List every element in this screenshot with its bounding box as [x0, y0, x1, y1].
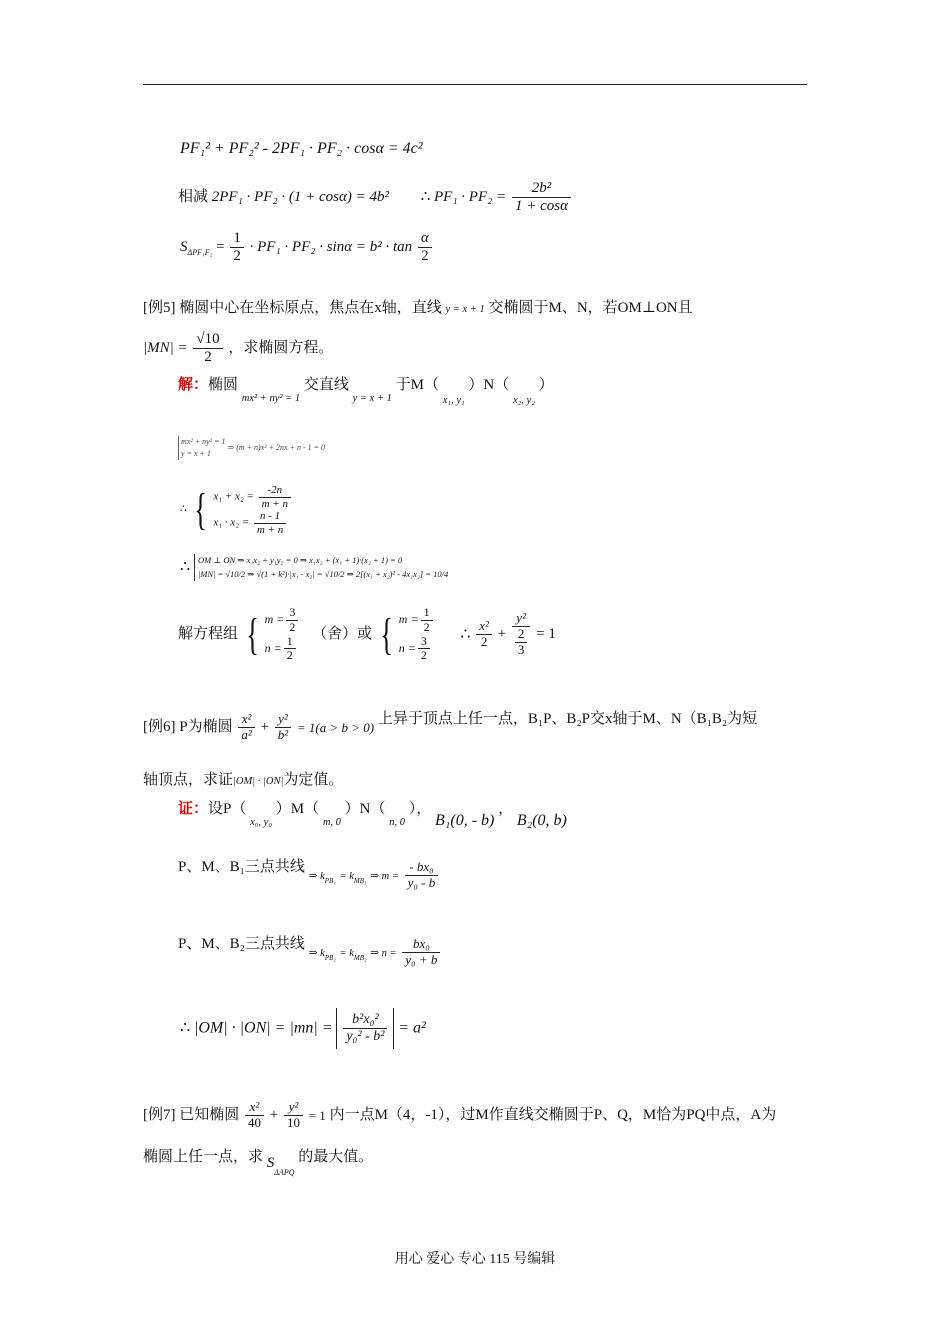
point-b2: B₂(0, b) [516, 812, 567, 829]
page-footer: 用心 爱心 专心 115 号编辑 [394, 1252, 556, 1267]
fraction-numerator: bx₀ [402, 937, 440, 953]
fraction-numerator: x² [245, 1100, 264, 1116]
product-lhs: |OM| · |ON| = |mn| = [193, 1019, 333, 1037]
fraction-denominator: 2 [289, 619, 296, 634]
fraction-numerator: -2n [259, 484, 291, 498]
fraction-denominator: y₀ - b [407, 874, 436, 890]
line-equation: y = x + 1 [445, 304, 485, 315]
fraction-numerator: y² [275, 712, 291, 728]
fraction-numerator: n - 1 [254, 510, 286, 524]
n-value [418, 635, 430, 664]
fraction-denominator: 2 [204, 349, 212, 366]
left-brace: { [380, 609, 393, 659]
ellipse-equation: mx² + ny² = 1 [241, 393, 301, 404]
point-b1: B₁(0, - b) [435, 812, 495, 829]
subtract-label: 相减 [178, 189, 209, 206]
cosine-law-line: PF₁² + PF₂² - 2PF₁ · PF₂ · cosα = 4c² [180, 140, 423, 157]
proof-label: 证： [178, 801, 209, 817]
answer-x-fraction [476, 619, 492, 650]
n-fraction [402, 937, 440, 968]
n-label: n = [398, 640, 416, 655]
fraction-denominator: 2 [286, 648, 293, 663]
fraction-denominator [512, 627, 531, 658]
fraction-numerator: 2b² [512, 180, 571, 198]
ellipse-condition: = 1(a > b > 0) [296, 719, 375, 735]
tiny-system-lines [178, 436, 225, 460]
fraction-numerator: 1 [284, 635, 296, 650]
point-m: x₁, y₁ [442, 395, 465, 406]
sum-lhs: x₁ + x₂ = [213, 490, 254, 503]
therefore-symbol: ∴ [180, 558, 191, 576]
tiny-eq2: y = x + 1 [181, 449, 211, 458]
slope-subscript: PB₁ [324, 876, 336, 885]
example6-line2 [143, 773, 343, 788]
product-fraction [254, 510, 286, 536]
fraction-numerator: α [418, 230, 432, 248]
sum-fraction [259, 484, 291, 510]
condition-system [180, 554, 448, 581]
fraction-denominator: 2 [421, 248, 429, 265]
therefore-symbol: ∴ [180, 504, 187, 516]
solution-text: ）N（ [468, 377, 510, 393]
solution-text: 椭圆 [208, 377, 239, 393]
m-value [286, 606, 298, 635]
m-label: m = [398, 612, 419, 627]
ellipse-x-fraction [238, 712, 254, 743]
vieta-system [180, 484, 293, 537]
product-fraction [512, 180, 571, 216]
therefore-symbol: ∴ [420, 189, 431, 206]
example6-text: [例6] P为椭圆 [143, 718, 233, 735]
example7-text: 椭圆上任一点，求 [143, 1149, 264, 1165]
fraction-numerator: b²x₀² [343, 1012, 387, 1029]
fraction-denominator: b² [277, 726, 289, 742]
example6-text: 为定值。 [283, 772, 344, 788]
n-value [284, 635, 296, 664]
condition-lines [194, 554, 448, 581]
product-lhs: x₁ · x₂ = [213, 516, 250, 529]
product-result [180, 1008, 426, 1049]
example5-text-rest: 交椭圆于M、N，若OM⊥ON且 [488, 300, 693, 316]
example7-text: 的最大值。 [298, 1149, 374, 1165]
result-rhs: = a² [398, 1019, 426, 1037]
collinear-label: P、M、B₁三点共线 [178, 859, 305, 875]
tiny-result: ⇒ (m + n)x² + 2nx + n - 1 = 0 [227, 442, 326, 452]
example7-text: [例7] 已知椭圆 [143, 1106, 240, 1123]
ellipse-y-fraction [275, 712, 291, 743]
example5-solution-intro [178, 377, 554, 406]
fraction-denominator: 1 + cosα [514, 198, 568, 215]
proof-text: 设P（ [208, 801, 247, 817]
fraction-numerator: y² [512, 611, 531, 627]
solve-system-line [178, 606, 556, 663]
header-rule [143, 84, 807, 85]
therefore-symbol: ∴ [460, 625, 471, 643]
fraction-numerator: - bx₀ [405, 860, 439, 876]
vieta-lines [213, 484, 293, 537]
nested-fraction [515, 627, 528, 658]
m-expr: ⇒ m = [370, 870, 399, 882]
fraction-denominator: 2 [420, 648, 427, 663]
example7-text-rest: 内一点M（4，-1），过M作直线交椭圆于P、Q，M恰为PQ中点，A为 [329, 1106, 777, 1123]
proof-text: ）N（ [344, 801, 386, 817]
n-label: n = [264, 640, 282, 655]
solve-label: 解方程组 [178, 626, 239, 643]
absolute-value [336, 1008, 394, 1049]
equals-one: = 1 [536, 626, 556, 643]
tiny-system [178, 436, 325, 460]
slope-subscript: MB₂ [353, 953, 367, 962]
fraction-numerator: 3 [286, 606, 298, 621]
plus-sign: + [269, 1106, 279, 1123]
mn-length: |MN| = [143, 340, 188, 357]
area-subscript: ΔPF₁F₂ [187, 248, 213, 258]
fraction-denominator: y₀ + b [405, 951, 438, 967]
ellipse-x-fraction [245, 1100, 264, 1131]
point-p: x₀, y₀ [250, 817, 272, 828]
n-expr: ⇒ n = [370, 947, 397, 959]
solution-one [265, 606, 301, 663]
fraction-numerator: x² [476, 619, 492, 635]
area-subscript: ΔAPQ [274, 1168, 295, 1177]
solution-text: 交直线 [303, 377, 349, 393]
perpendicular-condition: OM ⊥ ON ⇒ x₁x₂ + y₁y₂ = 0 ⇒ x₁x₂ + (x₁ + 1)·(x₂ + 1) = 0 [197, 555, 403, 565]
equals-sign: = [216, 239, 225, 256]
fraction-numerator: x² [238, 712, 254, 728]
area-middle: · PF₁ · PF₂ · sinα = b² · tan [249, 239, 413, 256]
fraction-denominator: 10 [286, 1114, 300, 1130]
tiny-eq1: mx² + ny² = 1 [181, 437, 226, 446]
area-symbol: S [180, 239, 188, 256]
fraction-denominator: m + n [261, 497, 288, 510]
fraction-numerator: 1 [230, 230, 244, 248]
product-lhs: PF₁ · PF₂ = [434, 189, 507, 206]
line-equation: y = x + 1 [352, 393, 392, 404]
point-n: x₂, y₂ [512, 395, 535, 406]
fraction-numerator: 3 [418, 635, 430, 650]
area-formula-line [180, 230, 434, 266]
product-expression: |OM| · |ON| [233, 776, 284, 787]
proof-setup [178, 801, 567, 829]
solution-label: 解： [178, 377, 209, 393]
fraction-denominator: 2 [480, 634, 488, 650]
ellipse-y-fraction [284, 1100, 303, 1131]
example5-text: [例5] 椭圆中心在坐标原点，焦点在x轴，直线 [143, 300, 442, 316]
fraction-denominator: y₀² - b² [346, 1029, 385, 1045]
length-condition: |MN| = √10/2 ⇒ √(1 + k²)·|x₁ - x₂| = √10/2 ⇒ 2[(x₁ + x₂)² - 4x₁x₂] = 10/4 [197, 568, 449, 579]
fraction-denominator: 40 [248, 1114, 261, 1130]
fraction-denominator: 2 [423, 619, 430, 634]
example6-text-rest: 上异于顶点上任一点，B₁P、B₂P交x轴于M、N（B₁B₂为短 [377, 711, 758, 727]
half-fraction [230, 230, 244, 266]
collinear-b2 [178, 937, 442, 968]
collinear-label: P、M、B₂三点共线 [178, 936, 305, 952]
fraction-numerator: √10 [193, 331, 222, 349]
fraction-numerator: y² [284, 1100, 303, 1116]
fraction-numerator: 2 [515, 627, 528, 643]
plus-sign: + [260, 718, 269, 735]
fraction-denominator: 3 [517, 642, 525, 658]
m-fraction [405, 860, 439, 891]
fraction-denominator: m + n [256, 523, 284, 536]
slope-expr: ⇒ k [308, 870, 325, 882]
therefore-symbol: ∴ [180, 1019, 191, 1037]
slope-subscript: MB₁ [353, 876, 367, 885]
example7-title [143, 1100, 776, 1131]
fraction-numerator: 1 [421, 606, 433, 621]
subtract-line [178, 180, 573, 216]
half-angle-fraction [418, 230, 432, 266]
fraction-denominator: 2 [233, 248, 241, 265]
answer-y-fraction [512, 611, 531, 658]
proof-text: ）， [408, 801, 432, 817]
solution-text: 于M（ [395, 377, 440, 393]
equals-one: = 1 [308, 1107, 326, 1123]
example6-text: 轴顶点，求证 [143, 772, 234, 788]
left-brace: { [245, 609, 259, 659]
comma: ， [498, 801, 514, 817]
slope-expr: = k [339, 947, 354, 959]
example5-question: ，求椭圆方程。 [228, 340, 334, 357]
fraction-denominator: a² [241, 726, 252, 742]
solution-text: ） [538, 377, 554, 393]
slope-subscript: PB₂ [324, 953, 336, 962]
left-brace: { [194, 485, 208, 535]
slope-expr: = k [339, 870, 354, 882]
subtract-equation: 2PF₁ · PF₂ · (1 + cosα) = 4b² [211, 189, 389, 206]
point-n: n, 0 [389, 817, 406, 828]
example6-title [143, 712, 757, 743]
reject-label: （舍）或 [312, 626, 373, 643]
m-value [421, 606, 433, 635]
solution-two [399, 606, 435, 663]
slope-expr: ⇒ k [308, 947, 325, 959]
point-m: m, 0 [322, 817, 341, 828]
mn-fraction [193, 331, 222, 367]
example5-title [143, 301, 693, 316]
collinear-b1 [178, 860, 440, 891]
result-fraction [343, 1012, 387, 1045]
proof-text: ）M（ [275, 801, 320, 817]
m-label: m = [264, 612, 285, 627]
plus-sign: + [497, 626, 507, 643]
area-symbol: S [266, 1155, 275, 1171]
example5-condition [143, 331, 333, 367]
